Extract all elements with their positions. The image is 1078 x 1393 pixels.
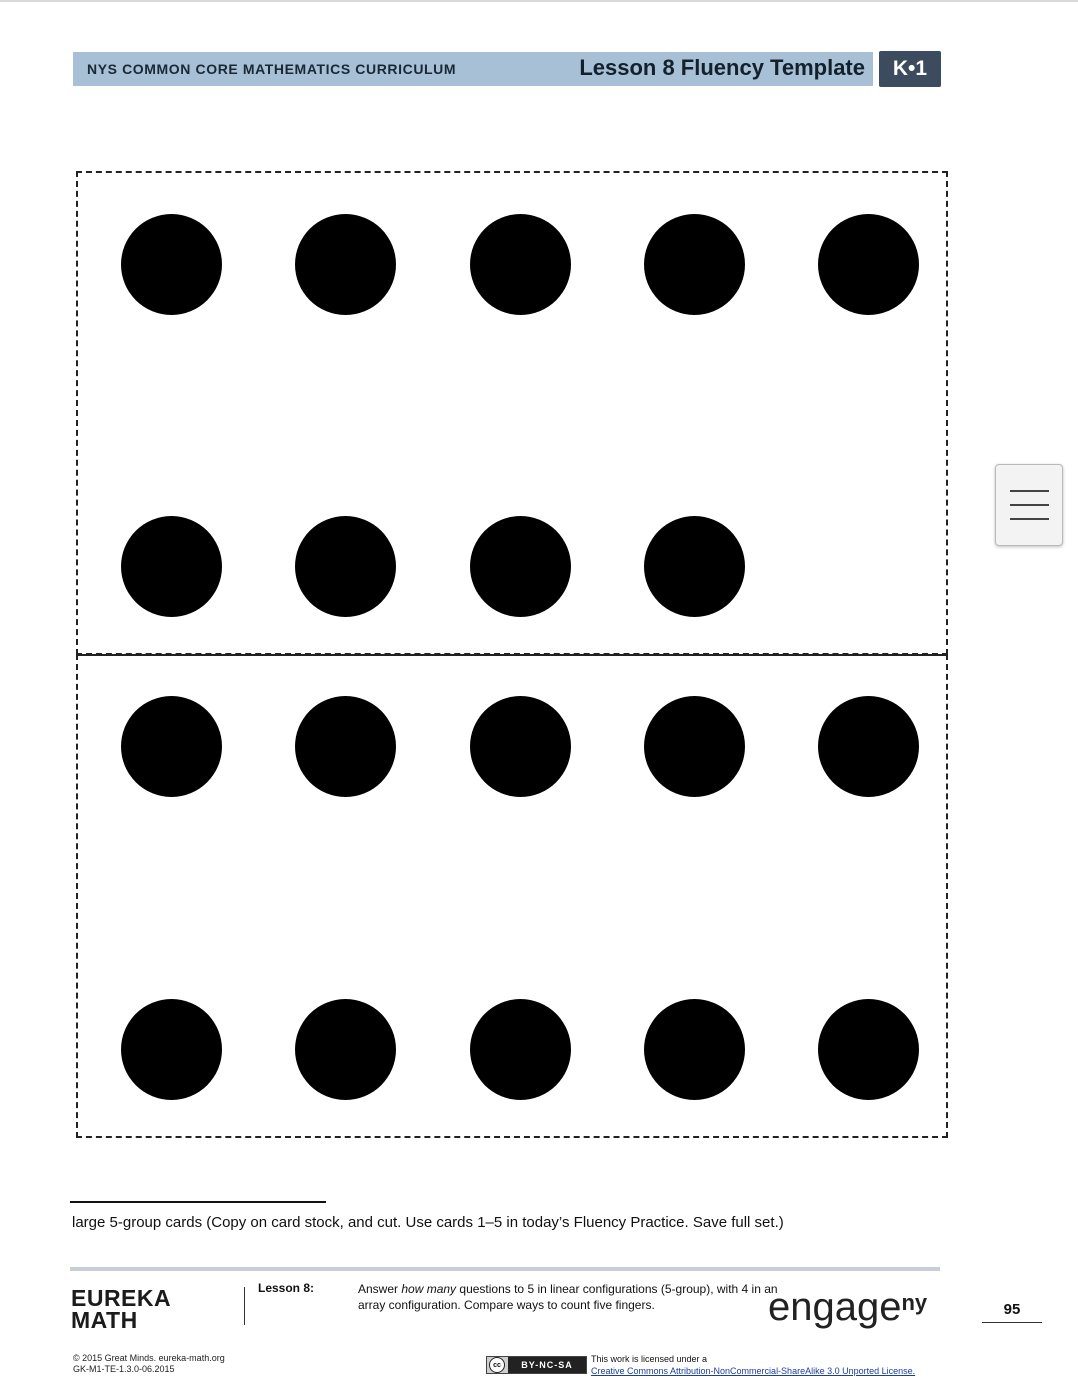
dot xyxy=(818,214,919,315)
template-caption: large 5-group cards (Copy on card stock, and cut. Use cards 1–5 in today’s Fluency Practice. Save full set.) xyxy=(72,1214,784,1231)
page-number: 95 xyxy=(982,1301,1042,1323)
license-line1: This work is licensed under a xyxy=(591,1354,708,1364)
dot xyxy=(470,214,571,315)
cc-icon: cc xyxy=(489,1357,505,1373)
copyright-line1: © 2015 Great Minds. eureka-math.org xyxy=(73,1353,225,1363)
grade-module-badge: K•1 xyxy=(879,51,941,87)
dot xyxy=(121,696,222,797)
dot xyxy=(644,214,745,315)
footer-divider xyxy=(244,1287,245,1325)
dot xyxy=(121,516,222,617)
dot xyxy=(295,214,396,315)
license-link[interactable]: Creative Commons Attribution-NonCommercial-ShareAlike 3.0 Unported License. xyxy=(591,1366,916,1376)
eureka-math-logo xyxy=(71,1287,171,1331)
dot xyxy=(818,999,919,1100)
dot xyxy=(295,696,396,797)
lesson-desc-emphasis: how many xyxy=(401,1282,457,1296)
engageny-logo xyxy=(768,1284,927,1330)
lesson-desc-part2: questions to 5 in linear configurations (5-group), with 4 in an array configuration. Compare ways to count five fingers. xyxy=(358,1282,778,1312)
dot xyxy=(295,516,396,617)
dot-card-ten xyxy=(76,654,948,1138)
footnote-rule xyxy=(70,1201,326,1203)
eureka-logo-line1: EUREKA xyxy=(71,1285,172,1311)
copyright-line2: GK-M1-TE-1.3.0-06.2015 xyxy=(73,1364,175,1374)
lesson-title: Lesson 8 Fluency Template xyxy=(579,55,865,80)
engage-logo-main: engage xyxy=(768,1285,902,1329)
top-rule xyxy=(0,0,1078,2)
lesson-description xyxy=(358,1281,778,1313)
dot xyxy=(818,696,919,797)
dot xyxy=(644,696,745,797)
dot xyxy=(644,516,745,617)
cc-license-badge[interactable] xyxy=(486,1356,587,1374)
lesson-desc-part1: Answer xyxy=(358,1282,402,1296)
cc-license-label: BY-NC-SA xyxy=(508,1357,586,1373)
lesson-label: Lesson 8: xyxy=(258,1281,315,1295)
dot xyxy=(644,999,745,1100)
curriculum-title: NYS COMMON CORE MATHEMATICS CURRICULUM xyxy=(87,61,457,77)
dot xyxy=(121,999,222,1100)
footer-rule xyxy=(70,1267,940,1271)
copyright xyxy=(73,1353,225,1375)
menu-button[interactable] xyxy=(995,464,1063,546)
header-band xyxy=(73,52,873,86)
dot xyxy=(470,999,571,1100)
dot xyxy=(121,214,222,315)
license-text xyxy=(591,1353,915,1377)
dot-card-nine xyxy=(76,171,948,655)
engage-logo-sup: ny xyxy=(901,1290,928,1315)
dot xyxy=(470,516,571,617)
eureka-logo-line2: MATH xyxy=(71,1307,138,1333)
dot xyxy=(470,696,571,797)
dot xyxy=(295,999,396,1100)
